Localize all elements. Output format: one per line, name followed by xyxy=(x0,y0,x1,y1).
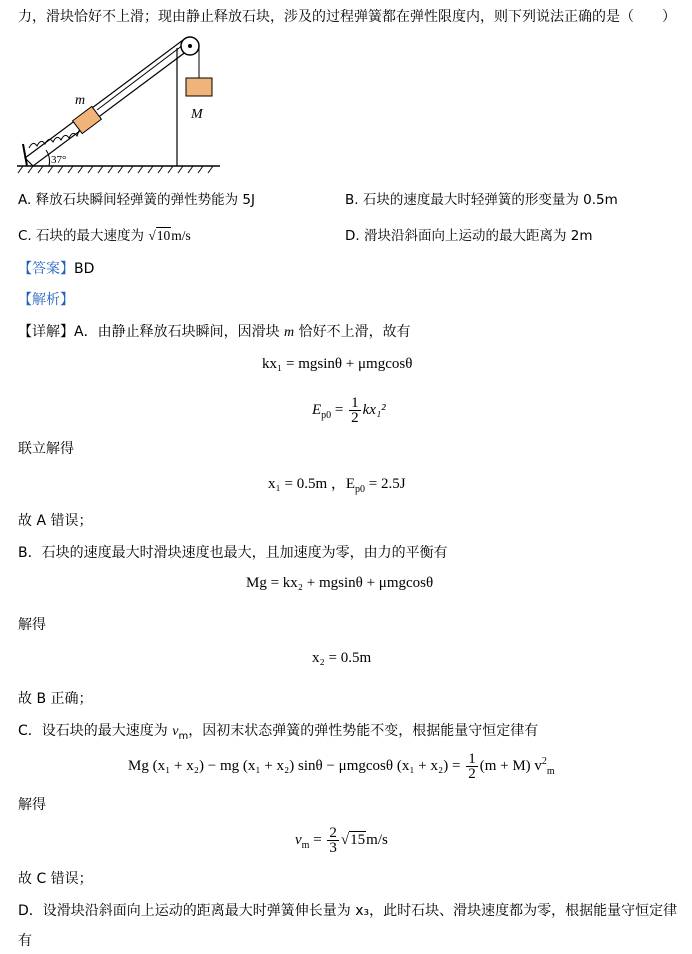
answer-tag: 【答案】 xyxy=(18,261,74,277)
incline-plank xyxy=(25,40,191,166)
option-a: A. 释放石块瞬间轻弹簧的弹性势能为 5J xyxy=(18,192,255,208)
conclusion-b: 故 B 正确； xyxy=(18,691,93,707)
equation-3: x₁ = 0.5m ，$E_{p0} = 2.5J$ xyxy=(268,476,406,495)
conclusion-a: 故 A 错误； xyxy=(18,513,93,529)
detail-a-intro: 【详解】A．由静止释放石块瞬间，因滑块 m 恰好不上滑，故有 xyxy=(18,324,411,340)
solve-1: 联立解得 xyxy=(18,441,74,457)
equation-4: Mg = kx₂ + mgsinθ + μmgcosθ xyxy=(246,575,434,591)
solve-2: 解得 xyxy=(18,617,46,633)
ground-hatch xyxy=(18,166,213,173)
option-b: B. 石块的速度最大时轻弹簧的形变量为 0.5m xyxy=(345,192,618,208)
option-c: C. 石块的最大速度为 √10m/s xyxy=(18,228,191,244)
detail-b-intro: B．石块的速度最大时滑块速度也最大，且加速度为零，由力的平衡有 xyxy=(18,545,448,561)
answer-line xyxy=(18,258,94,278)
answer-value: BD xyxy=(74,261,95,277)
angle-label: 37° xyxy=(51,154,67,166)
label-M: M xyxy=(191,107,203,122)
equation-5: x₂ = 0.5m xyxy=(312,650,372,666)
analysis-tag: 【解析】 xyxy=(18,292,74,308)
option-d: D. 滑块沿斜面向上运动的最大距离为 2m xyxy=(345,228,593,244)
detail-c-intro: C．设石块的最大速度为 $v_m$，因初末状态弹簧的弹性势能不变，根据能量守恒定律有 xyxy=(18,723,539,742)
question-stem: 力，滑块恰好不上滑；现由静止释放石块，涉及的过程弹簧都在弹性限度内，则下列说法正确的是（ ） xyxy=(18,9,676,25)
label-m: m xyxy=(75,93,86,108)
conclusion-c: 故 C 错误； xyxy=(18,871,93,887)
rope-incline xyxy=(97,42,187,110)
detail-d-intro-cont: 有 xyxy=(18,933,32,949)
equation-2: $E_{p0}$ = $\frac{1}{2}$ kx₁² xyxy=(312,395,386,426)
equation-6: Mg (x₁ + x₂) − mg (x₁ + x₂) sinθ − μmgcosθ (x₁ + x₂) = $\frac{1}{2}$ (m + M) $v^2_m$ xyxy=(128,751,555,782)
equation-1: kx₁ = mgsinθ + μmgcosθ xyxy=(262,356,413,372)
solve-3: 解得 xyxy=(18,797,46,813)
wall-stop xyxy=(23,144,27,166)
hanging-block-M xyxy=(186,78,212,96)
equation-7: $v_m$ = $\frac{2}{3}$ √15m/s xyxy=(295,825,388,856)
detail-d-intro: D．设滑块沿斜面向上运动的距离最大时弹簧伸长量为 x₃，此时石块、滑块速度都为零，根据能量守恒定律 xyxy=(18,903,678,919)
detail-tag: 【详解】 xyxy=(18,324,74,340)
incline-pulley-figure xyxy=(15,30,235,180)
